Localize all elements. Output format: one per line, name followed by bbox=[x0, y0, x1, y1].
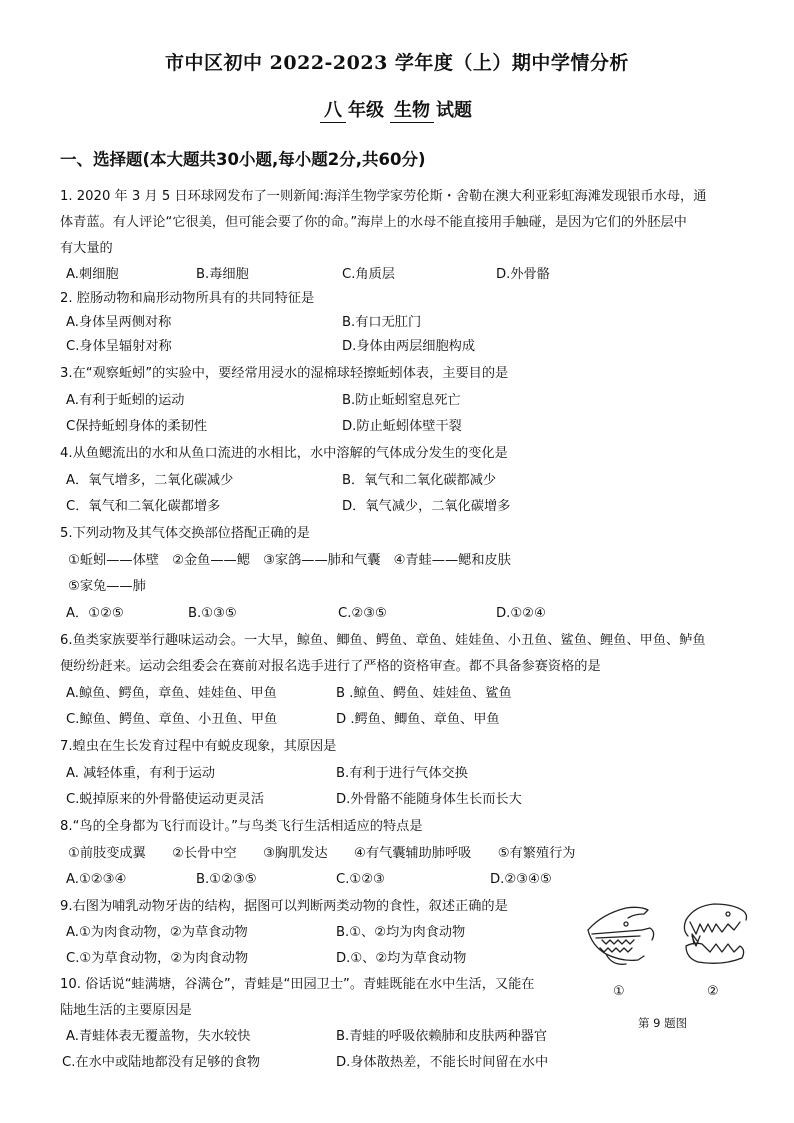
q6-options-row2 bbox=[66, 707, 756, 733]
q10-option-b[interactable]: B.青蛙的呼吸依赖肺和皮肤两种器官 bbox=[336, 1029, 548, 1044]
skull-1-drawing bbox=[588, 907, 654, 964]
q3-stem: 3.在“观察蚯蚓”的实验中，要经常用浸水的湿棉球轻擦蚯蚓体表，主要目的是 bbox=[60, 366, 509, 381]
q7-stem: 7.蝗虫在生长发育过程中有蜕皮现象，其原因是 bbox=[60, 739, 337, 754]
skull-2-drawing bbox=[684, 904, 746, 963]
figure-label-2: ② bbox=[707, 984, 719, 999]
q7-options-row1 bbox=[66, 761, 756, 787]
q2-options-row2 bbox=[66, 334, 756, 360]
q5-option-a[interactable]: A．①②⑤ bbox=[66, 606, 124, 621]
q2-option-b[interactable]: B.有口无肛门 bbox=[342, 315, 422, 330]
q4-options-row1 bbox=[66, 468, 756, 494]
q4-option-a[interactable]: A．氧气增多，二氧化碳减少 bbox=[66, 473, 234, 488]
q7-options-row2 bbox=[66, 787, 756, 813]
q2-option-d[interactable]: D.身体由两层细胞构成 bbox=[342, 339, 476, 354]
q3-options-row1 bbox=[66, 388, 756, 414]
q2-stem: 2. 腔肠动物和扁形动物所具有的共同特征是 bbox=[60, 291, 315, 306]
grade-suffix: 年级 bbox=[348, 100, 384, 121]
q7-option-d[interactable]: D.外骨骼不能随身体生长而长大 bbox=[336, 792, 522, 807]
exam-subtitle bbox=[0, 96, 794, 123]
section-heading: 一、选择题(本大题共30小题,每小题2分,共60分) bbox=[60, 150, 426, 169]
q2-options-row1 bbox=[66, 310, 756, 336]
q8-option-b[interactable]: B.①②③⑤ bbox=[196, 872, 257, 887]
q2-option-a[interactable]: A.身体呈两侧对称 bbox=[66, 315, 172, 330]
q8-options bbox=[66, 867, 756, 893]
q7-option-c[interactable]: C.蜕掉原来的外骨骼使运动更灵活 bbox=[66, 792, 265, 807]
q8-option-d[interactable]: D.②③④⑤ bbox=[490, 872, 552, 887]
q4-stem: 4.从鱼鳃流出的水和从鱼口流进的水相比，水中溶解的气体成分发生的变化是 bbox=[60, 446, 508, 461]
q10-line2: 陆地生活的主要原因是 bbox=[60, 1003, 192, 1018]
q6-options-row1 bbox=[66, 681, 756, 707]
q4-option-c[interactable]: C．氧气和二氧化碳都增多 bbox=[66, 499, 221, 514]
paper-word: 试题 bbox=[436, 100, 472, 121]
q4-options-row2 bbox=[66, 494, 756, 520]
q6-line2: 便纷纷赶来。运动会组委会在赛前对报名选手进行了严格的资格审查。都不具备参赛资格的是 bbox=[60, 659, 601, 674]
q3-option-c[interactable]: C保持蚯蚓身体的柔韧性 bbox=[66, 419, 208, 434]
q10-options-row2 bbox=[62, 1050, 756, 1076]
q9-option-c[interactable]: C.①为草食动物，②为肉食动物 bbox=[66, 951, 249, 966]
figure-caption: 第 9 题图 bbox=[638, 1016, 688, 1030]
q1-options bbox=[66, 262, 756, 288]
q3-option-b[interactable]: B.防止蚯蚓窒息死亡 bbox=[342, 393, 461, 408]
q5-items-line1: ①蚯蚓——体壁 ②金鱼——鳃 ③家鸽——肺和气囊 ④青蛙——鳃和皮肤 bbox=[68, 553, 511, 568]
q5-option-d[interactable]: D.①②④ bbox=[496, 606, 546, 621]
q7-option-b[interactable]: B.有利于进行气体交换 bbox=[336, 766, 468, 781]
grade-value: 八 bbox=[320, 100, 346, 123]
q1-option-d[interactable]: D.外骨骼 bbox=[496, 267, 550, 282]
q8-option-c[interactable]: C.①②③ bbox=[336, 872, 385, 887]
q6-option-a[interactable]: A.鲸鱼、鳄鱼，章鱼、娃娃鱼、甲鱼 bbox=[66, 686, 277, 701]
q4-option-b[interactable]: B．氧气和二氧化碳都减少 bbox=[342, 473, 497, 488]
q5-option-c[interactable]: C.②③⑤ bbox=[338, 606, 387, 621]
q9-option-d[interactable]: D.①、②均为草食动物 bbox=[336, 951, 467, 966]
q5-options bbox=[66, 601, 756, 627]
q10-option-c[interactable]: C.在水中或陆地都没有足够的食物 bbox=[62, 1055, 261, 1070]
subject-value: 生物 bbox=[390, 100, 434, 123]
q10-option-d[interactable]: D.身体散热差，不能长时间留在水中 bbox=[336, 1055, 549, 1070]
q1-option-c[interactable]: C.角质层 bbox=[342, 267, 395, 282]
q4-option-d[interactable]: D．氧气减少，二氧化碳增多 bbox=[342, 499, 511, 514]
q5-option-b[interactable]: B.①③⑤ bbox=[188, 606, 237, 621]
q9-stem: 9.右图为哺乳动物牙齿的结构，据图可以判断两类动物的食性，叙述正确的是 bbox=[60, 899, 508, 914]
q6-line1: 6.鱼类家族要举行趣味运动会。一大早，鲸鱼、鲫鱼、鳄鱼、章鱼、娃娃鱼、小丑鱼、鲨鱼、鲤鱼、甲鱼、鲈鱼 bbox=[60, 633, 706, 648]
q8-stem: 8.“鸟的全身都为飞行而设计。”与鸟类飞行生活相适应的特点是 bbox=[60, 819, 423, 834]
q1-line2: 体青蓝。有人评论“它很美，但可能会要了你的命。”海岸上的水母不能直接用手触碰，是因为它们的外胚层中 bbox=[60, 215, 687, 230]
q1-line1: 1. 2020 年 3 月 5 日环球网发布了一则新闻:海洋生物学家劳伦斯・舍勒在澳大利亚彩虹海滩发现银币水母，通 bbox=[60, 189, 707, 204]
q3-option-d[interactable]: D.防止蚯蚓体壁干裂 bbox=[342, 419, 462, 434]
q9-option-b[interactable]: B.①、②均为肉食动物 bbox=[336, 925, 466, 940]
exam-title: 市中区初中 2022-2023 学年度（上）期中学情分析 bbox=[165, 52, 629, 74]
q8-option-a[interactable]: A.①②③④ bbox=[66, 872, 127, 887]
q10-line1: 10. 俗话说“蛙满塘，谷满仓”，青蛙是“田园卫士”。青蛙既能在水中生活，又能在 bbox=[60, 977, 535, 992]
figure-label-1: ① bbox=[613, 984, 625, 999]
q9-option-a[interactable]: A.①为肉食动物，②为草食动物 bbox=[66, 925, 248, 940]
q6-option-b[interactable]: B .鲸鱼、鳄鱼、娃娃鱼、鲨鱼 bbox=[336, 686, 512, 701]
q2-option-c[interactable]: C.身体呈辐射对称 bbox=[66, 339, 172, 354]
q1-option-a[interactable]: A.刺细胞 bbox=[66, 267, 119, 282]
q6-option-d[interactable]: D .鳄鱼、鲫鱼、章鱼、甲鱼 bbox=[336, 712, 500, 727]
q1-option-b[interactable]: B.毒细胞 bbox=[196, 267, 249, 282]
q7-option-a[interactable]: A. 减轻体重，有利于运动 bbox=[66, 766, 216, 781]
q5-items-line2: ⑤家兔——肺 bbox=[68, 579, 146, 594]
q3-option-a[interactable]: A.有利于蚯蚓的运动 bbox=[66, 393, 185, 408]
q6-option-c[interactable]: C.鲸鱼、鳄鱼、章鱼、小丑鱼、甲鱼 bbox=[66, 712, 278, 727]
q10-option-a[interactable]: A.青蛙体表无覆盖物，失水较快 bbox=[66, 1029, 251, 1044]
q3-options-row2 bbox=[66, 414, 756, 440]
q8-items: ①前肢变成翼 ②长骨中空 ③胸肌发达 ④有气囊辅助肺呼吸 ⑤有繁殖行为 bbox=[68, 846, 576, 861]
q1-line3: 有大量的 bbox=[60, 241, 113, 256]
q5-stem: 5.下列动物及其气体交换部位搭配正确的是 bbox=[60, 526, 310, 541]
